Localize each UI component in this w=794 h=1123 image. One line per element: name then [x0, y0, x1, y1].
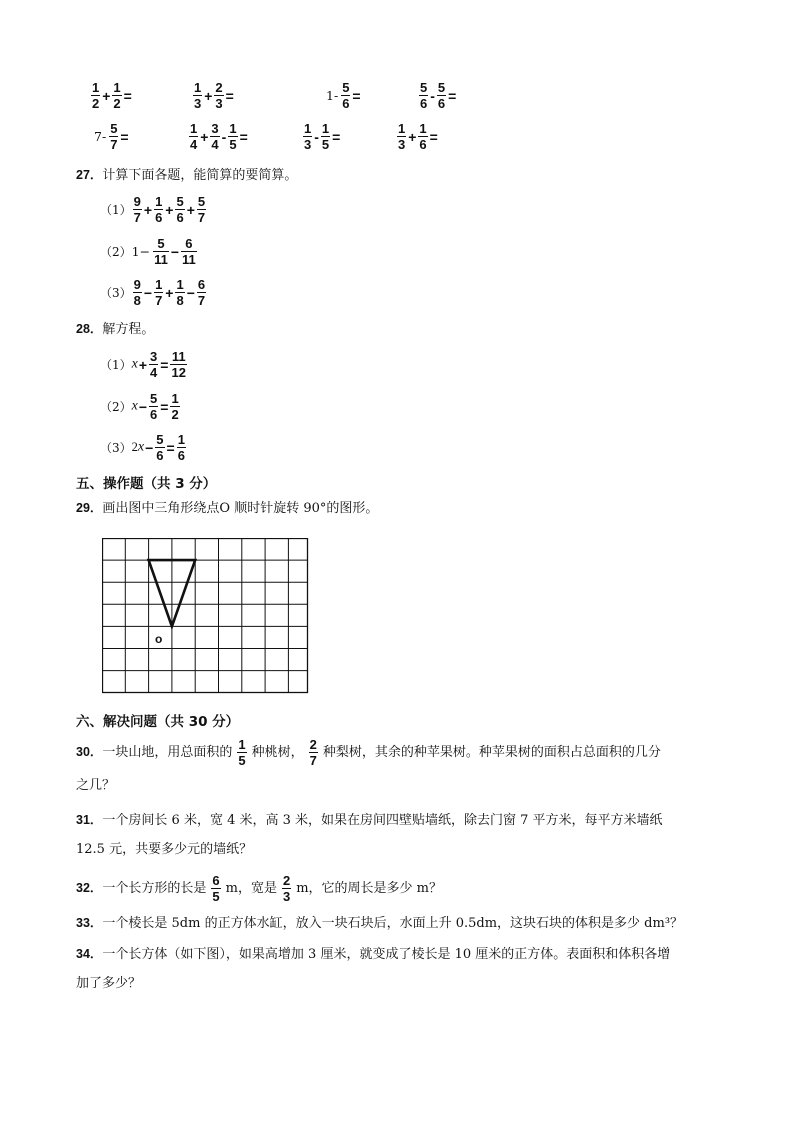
- rotation-grid: [102, 538, 312, 696]
- oral-calc-1-1: $\frac{1}{2}$ + $\frac{1}{2}$ =: [92, 80, 132, 111]
- q28-heading: 28．解方程。: [76, 322, 155, 337]
- q30-line-1: 30．一块山地，用总面积的 $\frac{1}{5}$ 种桃树， $\frac{2}{7}$ 种梨树，其余的种苹果树。种苹果树的面积占总面积的几分: [76, 737, 661, 768]
- q27-item-1: （1） $\frac{9}{7}$ + $\frac{1}{6}$ + $\frac{5}{6}$ + $\frac{5}{7}$: [100, 194, 206, 225]
- q27-item-2: （2）1− $\frac{5}{11}$ − $\frac{6}{11}$: [100, 236, 196, 267]
- section-6-heading: 六、解决问题（共 30 分）: [76, 714, 240, 730]
- oral-calc-2-4: $\frac{1}{3}$ + $\frac{1}{6}$ =: [398, 121, 438, 152]
- q29-text: 29．画出图中三角形绕点O 顺时针旋转 90°的图形。: [76, 501, 379, 516]
- q34-line-1: 34．一个长方体（如下图），如果高增加 3 厘米，就变成了棱长是 10 厘米的正方体。表面积和体积各增: [76, 947, 671, 962]
- section-5-heading: 五、操作题（共 3 分）: [76, 476, 217, 492]
- q28-item-1: （1）x+ $\frac{3}{4}$ = $\frac{11}{12}$: [100, 349, 186, 380]
- oral-calc-2-2: $\frac{1}{4}$ + $\frac{3}{4}$ - $\frac{1}{5}$ =: [190, 121, 248, 152]
- grid-lines: [102, 538, 308, 693]
- q30-line-2: 之几？: [76, 778, 116, 793]
- oral-calc-2-1: 7- $\frac{5}{7}$ =: [94, 121, 129, 152]
- q28-item-3: （3）2x− $\frac{5}{6}$ = $\frac{1}{6}$: [100, 432, 185, 463]
- q33-line: 33．一个棱长是 5dm 的正方体水缸，放入一块石块后，水面上升 0.5dm，这块石块的体积是多少 dm³？: [76, 916, 684, 931]
- q31-line-1: 31．一个房间长 6 米，宽 4 米，高 3 米，如果在房间四壁贴墙纸，除去门窗 7 平方米，每平方米墙纸: [76, 813, 663, 828]
- oral-calc-1-3: 1- $\frac{5}{6}$ =: [326, 80, 361, 111]
- q28-item-2: （2）x− $\frac{5}{6}$ = $\frac{1}{2}$: [100, 391, 179, 422]
- oral-calc-1-4: $\frac{5}{6}$ - $\frac{5}{6}$ =: [420, 80, 457, 111]
- oral-calc-1-2: $\frac{1}{3}$ + $\frac{2}{3}$ =: [194, 80, 234, 111]
- q34-line-2: 加了多少？: [76, 976, 142, 991]
- q32-line: 32．一个长方形的长是 $\frac{6}{5}$ m，宽是 $\frac{2}{3}$ m，它的周长是多少 m？: [76, 873, 443, 904]
- q27-heading: 27．计算下面各题，能简算的要简算。: [76, 168, 298, 183]
- q27-item-3: （3） $\frac{9}{8}$ − $\frac{1}{7}$ + $\frac{1}{8}$ − $\frac{6}{7}$: [100, 277, 206, 308]
- oral-calc-2-3: $\frac{1}{3}$ - $\frac{1}{5}$ =: [304, 121, 341, 152]
- point-o-label: o: [155, 632, 163, 646]
- q31-line-2: 12.5 元，共要多少元的墙纸？: [76, 842, 253, 857]
